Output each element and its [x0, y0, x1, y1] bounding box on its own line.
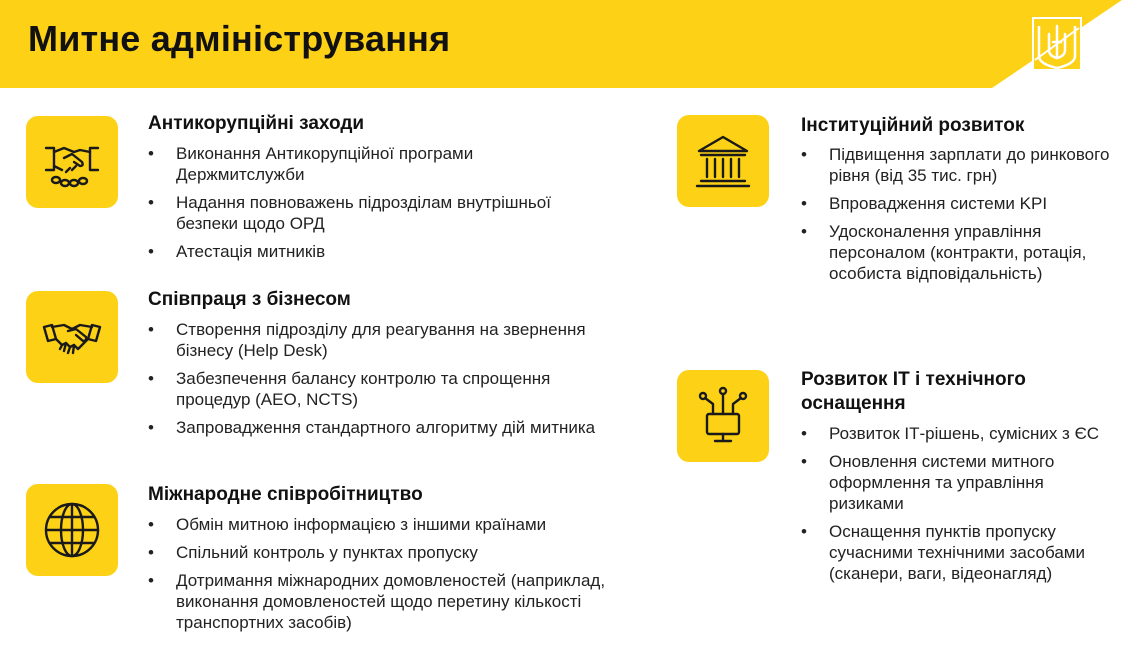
- list-item: • Виконання Антикорупційної програми Держмитслужби: [148, 143, 588, 185]
- handshake-chain-icon: [40, 130, 104, 194]
- it-icon-box: [677, 370, 769, 462]
- anticorruption-title: Антикорупційні заходи: [148, 113, 365, 134]
- globe-icon: [40, 498, 104, 562]
- business-icon-box: [26, 291, 118, 383]
- trident-emblem-icon: [1031, 16, 1083, 72]
- it-title: Розвиток ІТ і технічного оснащення: [801, 369, 1026, 414]
- list-item: • Удосконалення управління персоналом (контракти, ротація, особиста відповідальність): [801, 221, 1111, 284]
- list-item: • Підвищення зарплати до ринкового рівня (від 35 тис. грн): [801, 144, 1111, 186]
- it-monitor-icon: [691, 384, 755, 448]
- header-wedge-decoration: [902, 0, 1122, 88]
- list-item: • Оновлення системи митного оформлення та управління ризиками: [801, 451, 1116, 514]
- list-item: • Атестація митників: [148, 241, 588, 262]
- list-item: • Розвиток ІТ-рішень, сумісних з ЄС: [801, 423, 1116, 444]
- institutional-icon-box: [677, 115, 769, 207]
- list-item: • Надання повноважень підрозділам внутрішньої безпеки щодо ОРД: [148, 192, 588, 234]
- list-item: • Обмін митною інформацією з іншими країнами: [148, 514, 638, 535]
- list-item: • Запровадження стандартного алгоритму дій митника: [148, 417, 608, 438]
- list-item: • Забезпечення балансу контролю та спрощення процедур (AEO, NCTS): [148, 368, 608, 410]
- international-icon-box: [26, 484, 118, 576]
- anticorruption-list: [148, 143, 588, 269]
- institutional-title: Інституційний розвиток: [801, 115, 1025, 136]
- institutional-list: [801, 144, 1111, 291]
- institution-icon: [691, 129, 755, 193]
- anticorruption-icon-box: [26, 116, 118, 208]
- list-item: • Впровадження системи KPI: [801, 193, 1111, 214]
- list-item: • Дотримання міжнародних домовленостей (наприклад, виконання домовленостей щодо перетину кількості транспортних засобів): [148, 570, 638, 633]
- list-item: • Створення підрозділу для реагування на звернення бізнесу (Help Desk): [148, 319, 608, 361]
- business-title: Співпраця з бізнесом: [148, 289, 351, 310]
- page-title: Митне адміністрування: [28, 18, 451, 59]
- handshake-icon: [40, 305, 104, 369]
- international-title: Міжнародне співробітництво: [148, 484, 423, 505]
- international-list: [148, 514, 638, 640]
- it-list: [801, 423, 1116, 591]
- list-item: • Спільний контроль у пунктах пропуску: [148, 542, 638, 563]
- business-list: [148, 319, 608, 445]
- list-item: • Оснащення пунктів пропуску сучасними технічними засобами (сканери, ваги, відеонагляд): [801, 521, 1116, 584]
